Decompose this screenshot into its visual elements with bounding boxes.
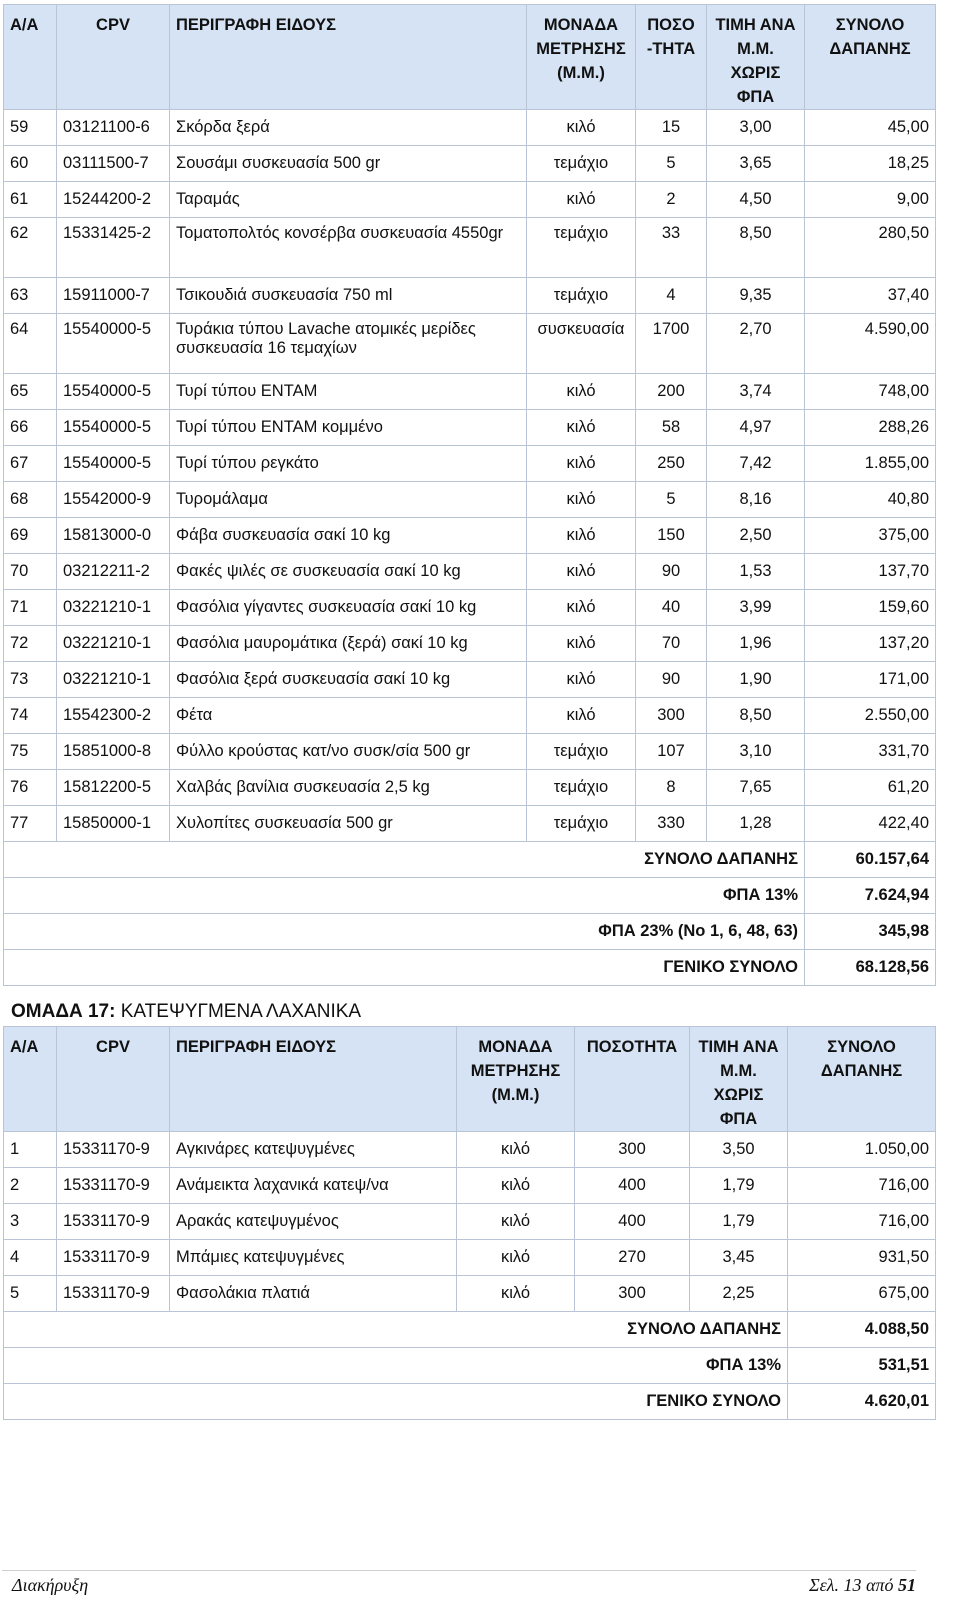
cell-cpv: 15540000-5 [57,374,170,410]
cell-quantity: 8 [636,770,707,806]
table-row [4,410,936,446]
cell-unit: κιλό [527,662,636,698]
footer-page-number [809,1575,916,1596]
cell-description: Τοματοπολτός κονσέρβα συσκευασία 4550gr [170,218,527,278]
table-header-row [4,5,936,110]
cell-quantity: 270 [575,1240,690,1276]
summary-label: ΦΠΑ 13% [4,1348,788,1384]
cell-unit: κιλό [527,410,636,446]
cell-price: 1,53 [707,554,805,590]
cell-unit: τεμάχιο [527,218,636,278]
cell-total: 137,20 [805,626,936,662]
table-row [4,1240,936,1276]
cell-unit: κιλό [527,182,636,218]
cell-total: 716,00 [788,1168,936,1204]
cell-cpv: 15331170-9 [57,1276,170,1312]
cell-aa: 63 [4,278,57,314]
cell-unit: κιλό [457,1132,575,1168]
cell-aa: 72 [4,626,57,662]
cell-price: 9,35 [707,278,805,314]
header-aa: Α/Α [4,1027,57,1132]
cell-aa: 4 [4,1240,57,1276]
table-row [4,1168,936,1204]
cell-price: 1,96 [707,626,805,662]
items-table-group17 [3,1026,936,1420]
cell-description: Ανάμεικτα λαχανικά κατεψ/να [170,1168,457,1204]
cell-description: Φύλλο κρούστας κατ/νο συσκ/σία 500 gr [170,734,527,770]
cell-total: 4.590,00 [805,314,936,374]
cell-description: Χαλβάς βανίλια συσκευασία 2,5 kg [170,770,527,806]
cell-aa: 65 [4,374,57,410]
cell-description: Φασόλια γίγαντες συσκευασία σακί 10 kg [170,590,527,626]
cell-price: 1,79 [690,1168,788,1204]
header-description: ΠΕΡΙΓΡΑΦΗ ΕΙΔΟΥΣ [170,1027,457,1132]
cell-aa: 70 [4,554,57,590]
cell-description: Χυλοπίτες συσκευασία 500 gr [170,806,527,842]
cell-description: Ταραμάς [170,182,527,218]
group-prefix: ΟΜΑΔΑ 17: [11,1001,116,1022]
cell-quantity: 2 [636,182,707,218]
cell-total: 171,00 [805,662,936,698]
cell-price: 2,25 [690,1276,788,1312]
cell-price: 1,28 [707,806,805,842]
header-cpv: CPV [57,5,170,110]
summary-label: ΓΕΝΙΚΟ ΣΥΝΟΛΟ [4,1384,788,1420]
cell-aa: 66 [4,410,57,446]
cell-unit: κιλό [527,518,636,554]
summary-row [4,950,936,986]
cell-total: 675,00 [788,1276,936,1312]
cell-total: 137,70 [805,554,936,590]
table-row [4,182,936,218]
table-row [4,590,936,626]
cell-quantity: 40 [636,590,707,626]
cell-total: 1.855,00 [805,446,936,482]
cell-total: 331,70 [805,734,936,770]
cell-description: Τυρί τύπου ΕΝΤΑΜ [170,374,527,410]
cell-total: 40,80 [805,482,936,518]
table-row [4,1132,936,1168]
cell-aa: 1 [4,1132,57,1168]
cell-aa: 77 [4,806,57,842]
cell-total: 716,00 [788,1204,936,1240]
summary-value: 7.624,94 [805,878,936,914]
cell-price: 2,70 [707,314,805,374]
cell-unit: κιλό [527,446,636,482]
summary-row [4,878,936,914]
cell-description: Φασόλια ξερά συσκευασία σακί 10 kg [170,662,527,698]
cell-aa: 68 [4,482,57,518]
cell-description: Τσικουδιά συσκευασία 750 ml [170,278,527,314]
cell-quantity: 400 [575,1168,690,1204]
cell-aa: 64 [4,314,57,374]
cell-cpv: 03221210-1 [57,662,170,698]
summary-label: ΓΕΝΙΚΟ ΣΥΝΟΛΟ [4,950,805,986]
cell-quantity: 300 [636,698,707,734]
cell-price: 3,74 [707,374,805,410]
cell-quantity: 150 [636,518,707,554]
cell-cpv: 15851000-8 [57,734,170,770]
header-total: ΣΥΝΟΛΟ ΔΑΠΑΝΗΣ [788,1027,936,1132]
cell-unit: τεμάχιο [527,770,636,806]
cell-aa: 59 [4,110,57,146]
cell-cpv: 03121100-6 [57,110,170,146]
summary-label: ΣΥΝΟΛΟ ΔΑΠΑΝΗΣ [4,842,805,878]
cell-total: 37,40 [805,278,936,314]
cell-total: 61,20 [805,770,936,806]
table-row [4,278,936,314]
cell-unit: κιλό [457,1168,575,1204]
summary-value: 345,98 [805,914,936,950]
footer-page-of: από [866,1575,894,1595]
cell-price: 3,65 [707,146,805,182]
cell-cpv: 15331170-9 [57,1204,170,1240]
cell-description: Φέτα [170,698,527,734]
header-price: ΤΙΜΗ ΑΝΑ Μ.Μ. ΧΩΡΙΣ ΦΠΑ [690,1027,788,1132]
cell-total: 18,25 [805,146,936,182]
cell-unit: κιλό [527,110,636,146]
cell-total: 931,50 [788,1240,936,1276]
cell-quantity: 70 [636,626,707,662]
cell-price: 3,10 [707,734,805,770]
header-quantity: ΠΟΣΟΤΗΤΑ [575,1027,690,1132]
cell-cpv: 15331170-9 [57,1132,170,1168]
cell-description: Μπάμιες κατεψυγμένες [170,1240,457,1276]
cell-price: 8,50 [707,218,805,278]
table-row [4,698,936,734]
cell-unit: κιλό [527,482,636,518]
table-row [4,146,936,182]
cell-cpv: 15540000-5 [57,446,170,482]
cell-description: Τυράκια τύπου Lavache ατομικές μερίδες συσκευασία 16 τεμαχίων [170,314,527,374]
cell-quantity: 300 [575,1276,690,1312]
cell-cpv: 15542300-2 [57,698,170,734]
summary-row [4,1384,936,1420]
cell-aa: 75 [4,734,57,770]
table-row [4,314,936,374]
cell-cpv: 03212211-2 [57,554,170,590]
cell-total: 2.550,00 [805,698,936,734]
header-description: ΠΕΡΙΓΡΑΦΗ ΕΙΔΟΥΣ [170,5,527,110]
cell-quantity: 5 [636,482,707,518]
cell-aa: 73 [4,662,57,698]
table-row [4,662,936,698]
cell-quantity: 200 [636,374,707,410]
cell-price: 4,97 [707,410,805,446]
cell-total: 280,50 [805,218,936,278]
cell-total: 1.050,00 [788,1132,936,1168]
cell-unit: τεμάχιο [527,734,636,770]
summary-row [4,1312,936,1348]
page-footer [2,1570,916,1599]
cell-unit: τεμάχιο [527,806,636,842]
cell-description: Φάβα συσκευασία σακί 10 kg [170,518,527,554]
header-price: ΤΙΜΗ ΑΝΑ Μ.Μ. ΧΩΡΙΣ ΦΠΑ [707,5,805,110]
summary-label: ΦΠΑ 23% (Νο 1, 6, 48, 63) [4,914,805,950]
cell-unit: κιλό [457,1240,575,1276]
cell-cpv: 15331170-9 [57,1168,170,1204]
footer-page-total: 51 [898,1575,916,1595]
cell-total: 748,00 [805,374,936,410]
table-row [4,734,936,770]
summary-label: ΣΥΝΟΛΟ ΔΑΠΑΝΗΣ [4,1312,788,1348]
cell-quantity: 90 [636,662,707,698]
cell-price: 1,79 [690,1204,788,1240]
cell-cpv: 03221210-1 [57,590,170,626]
cell-quantity: 107 [636,734,707,770]
summary-value: 4.620,01 [788,1384,936,1420]
table-row [4,1276,936,1312]
cell-description: Σκόρδα ξερά [170,110,527,146]
cell-quantity: 4 [636,278,707,314]
table-row [4,554,936,590]
cell-description: Σουσάμι συσκευασία 500 gr [170,146,527,182]
summary-value: 68.128,56 [805,950,936,986]
summary-value: 4.088,50 [788,1312,936,1348]
cell-aa: 62 [4,218,57,278]
cell-cpv: 15911000-7 [57,278,170,314]
summary-label: ΦΠΑ 13% [4,878,805,914]
cell-unit: συσκευασία [527,314,636,374]
cell-quantity: 33 [636,218,707,278]
cell-price: 8,16 [707,482,805,518]
cell-total: 375,00 [805,518,936,554]
cell-price: 2,50 [707,518,805,554]
cell-total: 159,60 [805,590,936,626]
items-table-group16 [3,4,936,986]
summary-row [4,914,936,950]
cell-aa: 5 [4,1276,57,1312]
cell-total: 45,00 [805,110,936,146]
cell-unit: κιλό [527,698,636,734]
cell-quantity: 400 [575,1204,690,1240]
cell-unit: τεμάχιο [527,278,636,314]
cell-total: 288,26 [805,410,936,446]
cell-price: 7,42 [707,446,805,482]
cell-description: Φασολάκια πλατιά [170,1276,457,1312]
cell-description: Αγκινάρες κατεψυγμένες [170,1132,457,1168]
cell-aa: 76 [4,770,57,806]
table-row [4,374,936,410]
cell-unit: κιλό [527,590,636,626]
cell-quantity: 15 [636,110,707,146]
header-quantity: ΠΟΣΟ -ΤΗΤΑ [636,5,707,110]
table-row [4,218,936,278]
cell-total: 9,00 [805,182,936,218]
cell-cpv: 15542000-9 [57,482,170,518]
cell-description: Τυρί τύπου ΕΝΤΑΜ κομμένο [170,410,527,446]
table-row [4,110,936,146]
cell-quantity: 330 [636,806,707,842]
cell-aa: 67 [4,446,57,482]
cell-aa: 69 [4,518,57,554]
cell-unit: κιλό [457,1276,575,1312]
cell-cpv: 15812200-5 [57,770,170,806]
table-row [4,626,936,662]
table-header-row [4,1027,936,1132]
header-total: ΣΥΝΟΛΟ ΔΑΠΑΝΗΣ [805,5,936,110]
cell-price: 3,00 [707,110,805,146]
cell-quantity: 300 [575,1132,690,1168]
header-cpv: CPV [57,1027,170,1132]
cell-description: Φακές ψιλές σε συσκευασία σακί 10 kg [170,554,527,590]
cell-description: Τυρί τύπου ρεγκάτο [170,446,527,482]
table-row [4,446,936,482]
footer-page-current: 13 [843,1575,862,1595]
cell-price: 3,50 [690,1132,788,1168]
header-aa: Α/Α [4,5,57,110]
cell-quantity: 5 [636,146,707,182]
group-heading [11,1001,361,1023]
cell-description: Τυρομάλαμα [170,482,527,518]
cell-cpv: 15331425-2 [57,218,170,278]
table-row [4,482,936,518]
summary-value: 531,51 [788,1348,936,1384]
cell-cpv: 03221210-1 [57,626,170,662]
cell-unit: κιλό [527,626,636,662]
cell-total: 422,40 [805,806,936,842]
cell-price: 7,65 [707,770,805,806]
cell-description: Αρακάς κατεψυγμένος [170,1204,457,1240]
cell-aa: 61 [4,182,57,218]
cell-cpv: 15540000-5 [57,314,170,374]
cell-cpv: 03111500-7 [57,146,170,182]
cell-unit: κιλό [527,554,636,590]
cell-cpv: 15813000-0 [57,518,170,554]
cell-price: 3,99 [707,590,805,626]
cell-unit: κιλό [527,374,636,410]
cell-aa: 74 [4,698,57,734]
group-title: ΚΑΤΕΨΥΓΜΕΝΑ ΛΑΧΑΝΙΚΑ [120,1001,362,1022]
cell-cpv: 15331170-9 [57,1240,170,1276]
cell-cpv: 15244200-2 [57,182,170,218]
cell-aa: 3 [4,1204,57,1240]
cell-price: 4,50 [707,182,805,218]
cell-price: 1,90 [707,662,805,698]
cell-aa: 71 [4,590,57,626]
cell-price: 3,45 [690,1240,788,1276]
cell-quantity: 58 [636,410,707,446]
header-unit: ΜΟΝΑΔΑ ΜΕΤΡΗΣΗΣ (Μ.Μ.) [527,5,636,110]
cell-unit: κιλό [457,1204,575,1240]
cell-quantity: 250 [636,446,707,482]
cell-description: Φασόλια μαυρομάτικα (ξερά) σακί 10 kg [170,626,527,662]
cell-price: 8,50 [707,698,805,734]
table-row [4,806,936,842]
cell-aa: 2 [4,1168,57,1204]
cell-unit: τεμάχιο [527,146,636,182]
cell-cpv: 15540000-5 [57,410,170,446]
table-row [4,770,936,806]
summary-row [4,842,936,878]
summary-row [4,1348,936,1384]
header-unit: ΜΟΝΑΔΑ ΜΕΤΡΗΣΗΣ (Μ.Μ.) [457,1027,575,1132]
cell-aa: 60 [4,146,57,182]
cell-quantity: 1700 [636,314,707,374]
table-row [4,518,936,554]
footer-document-name: Διακήρυξη [12,1575,89,1595]
cell-quantity: 90 [636,554,707,590]
cell-cpv: 15850000-1 [57,806,170,842]
footer-page-prefix: Σελ. [808,1575,840,1595]
summary-value: 60.157,64 [805,842,936,878]
table-row [4,1204,936,1240]
